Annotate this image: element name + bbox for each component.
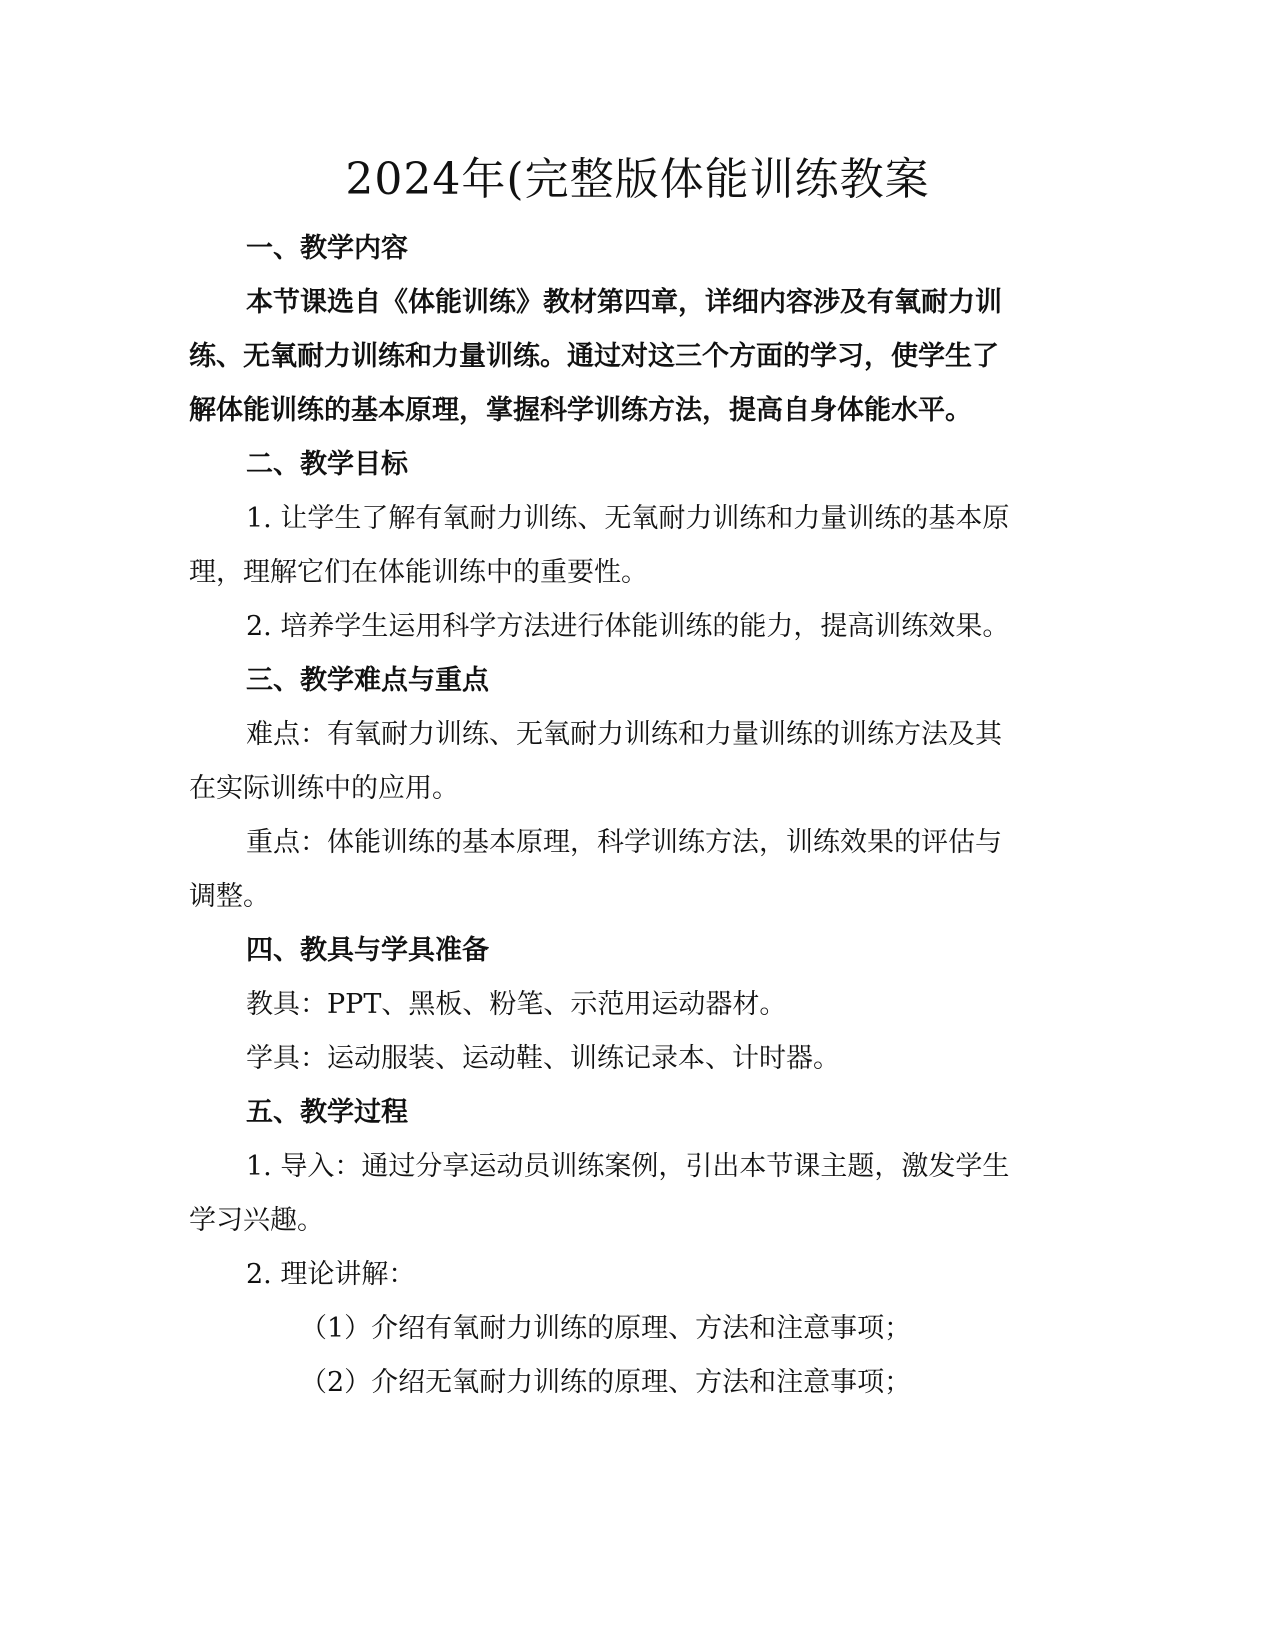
paragraph-line: 本节课选自《体能训练》教材第四章，详细内容涉及有氧耐力训: [246, 287, 1002, 318]
paragraph-line: 1. 导入：通过分享运动员训练案例，引出本节课主题，激发学生: [246, 1151, 1010, 1182]
section-heading-process: 五、教学过程: [246, 1097, 408, 1128]
list-item: （1）介绍有氧耐力训练的原理、方法和注意事项；: [300, 1313, 912, 1344]
section-heading-goals: 二、教学目标: [246, 449, 408, 480]
paragraph-line: 2. 培养学生运用科学方法进行体能训练的能力，提高训练效果。: [246, 611, 1010, 642]
paragraph-line: 2. 理论讲解：: [246, 1259, 416, 1290]
section-heading-content: 一、教学内容: [246, 233, 408, 264]
list-item: （2）介绍无氧耐力训练的原理、方法和注意事项；: [300, 1367, 912, 1398]
paragraph-line: 教具：PPT、黑板、粉笔、示范用运动器材。: [246, 989, 787, 1020]
paragraph-line: 1. 让学生了解有氧耐力训练、无氧耐力训练和力量训练的基本原: [246, 503, 1010, 534]
paragraph-line: 学习兴趣。: [189, 1205, 324, 1236]
paragraph-line: 学具：运动服装、运动鞋、训练记录本、计时器。: [246, 1043, 840, 1074]
paragraph-line: 解体能训练的基本原理，掌握科学训练方法，提高自身体能水平。: [189, 395, 972, 426]
paragraph-line: 在实际训练中的应用。: [189, 773, 459, 804]
paragraph-line: 难点：有氧耐力训练、无氧耐力训练和力量训练的训练方法及其: [246, 719, 1002, 750]
section-heading-materials: 四、教具与学具准备: [246, 935, 489, 966]
paragraph-line: 重点：体能训练的基本原理，科学训练方法，训练效果的评估与: [246, 827, 1002, 858]
paragraph-line: 练、无氧耐力训练和力量训练。通过对这三个方面的学习，使学生了: [189, 341, 999, 372]
document-title: 2024年(完整版体能训练教案: [345, 154, 930, 205]
section-heading-key-points: 三、教学难点与重点: [246, 665, 489, 696]
paragraph-line: 理，理解它们在体能训练中的重要性。: [189, 557, 648, 588]
paragraph-line: 调整。: [189, 881, 270, 912]
